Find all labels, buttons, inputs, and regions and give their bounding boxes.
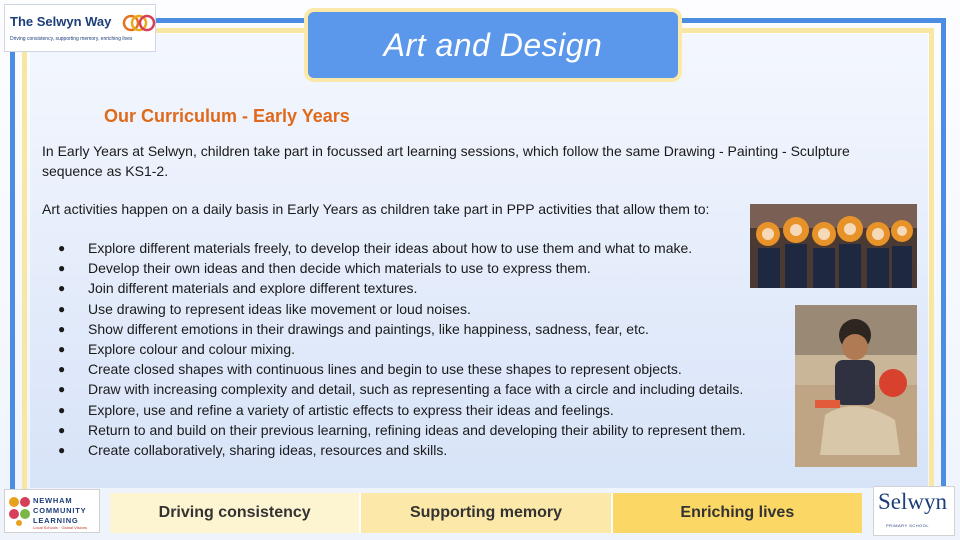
- list-item-text: Create closed shapes with continuous lines and begin to use these shapes to represent objects.: [88, 361, 682, 378]
- selwyn-way-logo: [4, 4, 156, 52]
- activity-list: [52, 238, 746, 460]
- list-item-text: Draw with increasing complexity and detail, such as representing a face with a circle and including details.: [88, 381, 744, 398]
- list-item: [52, 258, 746, 278]
- children-masks-photo: [750, 204, 917, 288]
- list-item-text: Show different emotions in their drawings and paintings, like happiness, sadness, fear, etc.: [88, 320, 649, 337]
- ncl-line-3: LEARNING: [33, 516, 79, 525]
- page-title: Art and Design: [383, 26, 603, 63]
- bullet-icon: ●: [58, 402, 66, 417]
- footer-values-bar: [110, 493, 862, 533]
- bullet-icon: ●: [58, 341, 66, 356]
- list-item-text: Develop their own ideas and then decide which materials to use to express them.: [88, 260, 591, 277]
- list-item: [52, 278, 746, 298]
- list-item-text: Explore different materials freely, to develop their ideas about how to use them and what to make.: [88, 240, 693, 256]
- ncl-line-2: COMMUNITY: [33, 506, 87, 515]
- footer-cell-driving-consistency: Driving consistency: [110, 493, 361, 533]
- intro-paragraph: In Early Years at Selwyn, children take part in focussed art learning sessions, which follow the same Drawing - Painting - Sculpture sequence as KS1-2.: [42, 143, 850, 179]
- selwyn-school-sub: PRIMARY SCHOOL: [886, 523, 930, 528]
- ncl-tagline: Local Schools · Global Visions: [33, 525, 87, 530]
- list-item-text: Return to and build on their previous learning, refining ideas and developing their ability to represent them.: [88, 421, 746, 438]
- bullet-icon: ●: [58, 362, 66, 377]
- bullet-icon: ●: [58, 422, 66, 437]
- rings-logo-icon: [122, 12, 156, 34]
- section-subheading: Our Curriculum - Early Years: [104, 106, 350, 126]
- bullet-icon: ●: [58, 261, 66, 276]
- list-item: [52, 339, 746, 359]
- ncl-emblem-icon: [8, 496, 32, 526]
- bullet-icon: ●: [58, 301, 66, 316]
- list-item: [52, 299, 746, 319]
- list-item-text: Explore, use and refine a variety of artistic effects to express their ideas and feelings.: [88, 401, 614, 418]
- activities-paragraph: Art activities happen on a daily basis in Early Years as children take part in PPP activities that allow them to:: [42, 201, 710, 217]
- title-banner: [304, 8, 682, 82]
- newham-community-learning-logo: [4, 489, 100, 533]
- list-item: [52, 359, 746, 379]
- list-item-text: Create collaboratively, sharing ideas, resources and skills.: [88, 441, 448, 458]
- child-painting-photo: [795, 305, 917, 467]
- ncl-line-1: NEWHAM: [33, 496, 73, 505]
- list-item: [52, 400, 746, 420]
- list-item: [52, 319, 746, 339]
- selwyn-school-name: Selwyn: [878, 489, 947, 514]
- selwyn-school-logo: [873, 486, 955, 536]
- list-item: [52, 379, 746, 399]
- bullet-icon: ●: [58, 382, 66, 397]
- list-item-text: Use drawing to represent ideas like movement or loud noises.: [88, 300, 471, 317]
- bullet-icon: ●: [58, 241, 66, 255]
- bullet-icon: ●: [58, 442, 66, 457]
- list-item-text: Join different materials and explore different textures.: [88, 280, 418, 297]
- footer-cell-supporting-memory: Supporting memory: [361, 493, 612, 533]
- bullet-icon: ●: [58, 281, 66, 296]
- list-item: [52, 440, 746, 460]
- footer-cell-enriching-lives: Enriching lives: [613, 493, 862, 533]
- list-item: [52, 238, 746, 258]
- bullet-icon: ●: [58, 321, 66, 336]
- list-item: [52, 420, 746, 440]
- selwyn-way-logo-tagline: Driving consistency, supporting memory, enriching lives: [10, 36, 133, 42]
- list-item-text: Explore colour and colour mixing.: [88, 340, 295, 357]
- selwyn-way-logo-title: The Selwyn Way: [10, 14, 112, 29]
